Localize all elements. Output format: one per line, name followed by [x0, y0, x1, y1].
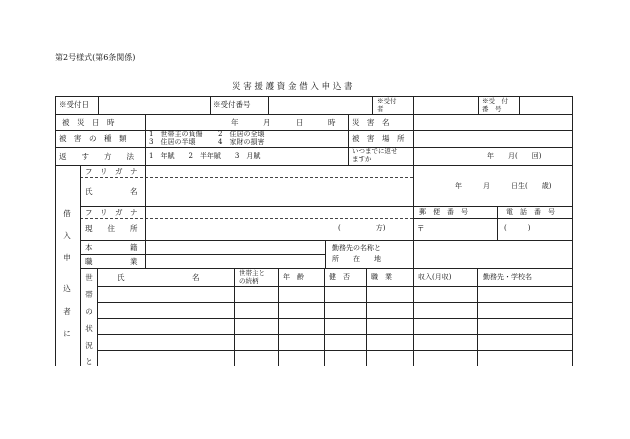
damage-place-label: 被 害 場 所 [352, 134, 405, 143]
repay-until-label-line2: ますか [352, 155, 372, 163]
damage-option-3[interactable]: 3 住居の半壊 [149, 138, 196, 146]
receiver-label-line2: 者 [377, 105, 384, 113]
relation-header-line2: の続柄 [239, 277, 259, 285]
postal-mark: 〒 [417, 224, 425, 233]
furigana-label-2: フ リ ガ ナ [85, 208, 138, 217]
applicant-side-char: 込 [63, 284, 71, 293]
furigana-field[interactable] [146, 166, 412, 176]
applicant-side-char: に [63, 329, 71, 338]
day-unit: 日 [296, 118, 304, 127]
household-side-char: 帯 [85, 290, 93, 299]
reception-number-line1: ※受 付 [482, 97, 508, 105]
hour-unit: 時 [328, 118, 336, 127]
phone-field[interactable]: ( ) [504, 224, 531, 232]
household-row[interactable] [98, 287, 571, 301]
household-row[interactable] [98, 319, 571, 333]
age-header: 年 齢 [283, 273, 304, 281]
applicant-side-char: 者 [63, 307, 71, 316]
year-unit: 年 [231, 118, 239, 127]
household-row[interactable] [98, 303, 571, 317]
receiver-field[interactable] [414, 97, 477, 113]
school-header: 勤務先・学校名 [483, 273, 532, 281]
domicile-field[interactable] [146, 241, 324, 253]
address-label: 現 住 所 [85, 224, 138, 233]
household-side-char: と [85, 357, 93, 366]
form-number: 第2号様式(第6条関係) [55, 53, 136, 62]
household-row[interactable] [98, 351, 571, 365]
employer-field[interactable] [414, 241, 571, 267]
received-number-label: ※受付番号 [213, 100, 251, 109]
household-side-char: 世 [85, 273, 93, 282]
disaster-name-field[interactable] [414, 115, 571, 129]
repay-until-label-line1: いつまでに返せ [352, 147, 398, 155]
name-field[interactable] [146, 178, 412, 205]
birthdate-field[interactable]: 年 月 日生( 歳) [455, 182, 552, 190]
phone-label: 電 話 番 号 [506, 208, 555, 216]
disaster-name-label: 災 害 名 [352, 118, 390, 127]
damage-type-label: 被 害 の 種 類 [59, 134, 127, 143]
relation-header-line1: 世帯主と [239, 269, 265, 277]
household-side-char: 状 [85, 324, 93, 333]
received-date-label: ※受付日 [59, 100, 89, 109]
reception-number-field[interactable] [520, 97, 571, 113]
furigana-label: フ リ ガ ナ [85, 167, 138, 176]
household-side-char: 況 [85, 341, 93, 350]
postal-code-field[interactable] [426, 219, 496, 239]
receiver-label-line1: ※受付 [377, 97, 397, 105]
occupation-label: 職 業 [85, 257, 138, 266]
income-header: 収入(月収) [418, 273, 452, 281]
postal-code-label: 郵 便 番 号 [419, 208, 468, 216]
damage-option-1[interactable]: 1 世帯主の負傷 [149, 130, 203, 138]
domicile-label: 本 籍 [85, 243, 138, 252]
occupation-field[interactable] [146, 255, 324, 267]
applicant-side-char: 借 [63, 209, 71, 218]
received-number-field[interactable] [269, 97, 371, 113]
damage-option-4[interactable]: 4 家財の損害 [218, 138, 265, 146]
repay-until-value[interactable]: 年 月( 回) [487, 152, 542, 160]
received-date-field[interactable] [99, 97, 209, 113]
address-field[interactable] [146, 219, 336, 239]
name-label: 氏 名 [85, 187, 138, 196]
household-side-char: の [85, 307, 93, 316]
form-title: 災 害 援 護 資 金 借 入 申 込 書 [232, 82, 353, 92]
damage-option-2[interactable]: 2 住居の全壊 [218, 130, 265, 138]
member-name-header: 氏 名 [117, 273, 200, 282]
repay-method-label: 返 す 方 法 [59, 152, 134, 161]
health-header: 健 否 [329, 273, 350, 281]
damage-place-field[interactable] [414, 131, 571, 146]
job-header: 職 業 [371, 273, 392, 281]
repay-methods-options[interactable]: 1 年賦 2 半年賦 3 月賦 [149, 152, 261, 160]
disaster-datetime-label: 被 災 日 時 [62, 118, 115, 127]
applicant-side-char: 入 [63, 231, 71, 240]
reception-number-line2: 番 号 [482, 105, 502, 113]
employer-label-line1: 勤務先の名称と [332, 244, 381, 252]
household-row[interactable] [98, 335, 571, 349]
employer-label-line2: 所 在 地 [332, 255, 381, 263]
applicant-side-char: 申 [63, 253, 71, 262]
month-unit: 月 [263, 118, 271, 127]
address-hint: ( 方) [338, 224, 386, 232]
